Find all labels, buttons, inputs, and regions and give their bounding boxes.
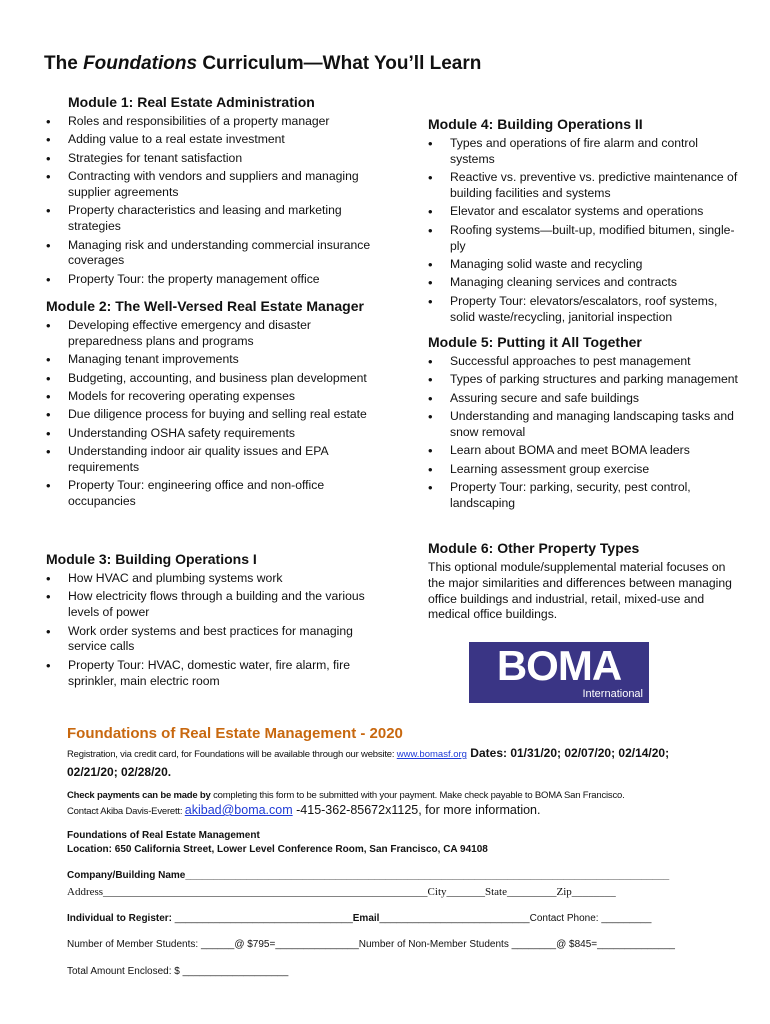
registration-info xyxy=(67,744,717,781)
module-item: • Understanding OSHA safety requirements xyxy=(46,426,376,442)
module-item: • Strategies for tenant satisfaction xyxy=(46,151,376,167)
module-items xyxy=(46,114,376,288)
module-item: • How HVAC and plumbing systems work xyxy=(46,571,376,587)
module-3 xyxy=(46,551,376,692)
contact-phone-field[interactable]: Contact Phone: _________ xyxy=(529,913,652,924)
module-item: • Learn about BOMA and meet BOMA leaders xyxy=(428,443,740,459)
module-6 xyxy=(428,540,740,623)
individual-field[interactable]: ________________________________ xyxy=(172,913,353,924)
module-item: • Managing risk and understanding commercial insurance coverages xyxy=(46,238,376,270)
website-link[interactable]: www.bomasf.org xyxy=(396,749,467,760)
module-title: Module 3: Building Operations I xyxy=(46,551,257,567)
module-item: • Property Tour: parking, security, pest control, landscaping xyxy=(428,480,740,512)
module-item: • Property Tour: engineering office and non-office occupancies xyxy=(46,478,376,510)
module-item: • Managing cleaning services and contracts xyxy=(428,275,740,291)
module-item: • Models for recovering operating expenses xyxy=(46,389,376,405)
module-5 xyxy=(428,334,740,514)
contact-email-link[interactable]: akibad@boma.com xyxy=(184,803,293,817)
module-item: • Budgeting, accounting, and business plan development xyxy=(46,371,376,387)
module-title: Module 1: Real Estate Administration xyxy=(68,94,315,110)
event-title: Foundations of Real Estate Management - 2020 xyxy=(67,725,403,742)
boma-logo xyxy=(469,642,649,703)
contact-phone: -415-362-85672x1125, for more information. xyxy=(292,803,541,817)
registration-text: Registration, via credit card, for Foundations will be available through our website: xyxy=(67,749,397,760)
module-item: • Successful approaches to pest management xyxy=(428,354,740,370)
module-4 xyxy=(428,116,740,328)
module-item: • Property Tour: elevators/escalators, roof systems, solid waste/recycling, janitorial inspection xyxy=(428,294,740,326)
module-item: • Types and operations of fire alarm and control systems xyxy=(428,136,740,168)
check-payment-info xyxy=(67,787,717,819)
module-title: Module 2: The Well-Versed Real Estate Manager xyxy=(46,298,364,314)
course-name: Foundations of Real Estate Management xyxy=(67,830,260,841)
module-item: • Roles and responsibilities of a property manager xyxy=(46,114,376,130)
address-field[interactable]: Address___________________________________________________________City_______State_________Zip________ xyxy=(67,886,616,898)
module-1 xyxy=(46,94,376,290)
module-item: • Types of parking structures and parking management xyxy=(428,372,740,388)
module-item: • Elevator and escalator systems and operations xyxy=(428,204,740,220)
module-items xyxy=(428,136,740,325)
module-item: • Property Tour: the property management office xyxy=(46,272,376,288)
module-item: • Adding value to a real estate investment xyxy=(46,132,376,148)
students-field-row[interactable]: Number of Member Students: ______@ $795=_______________Number of Non-Member Students ________@ $845=______________ xyxy=(67,939,675,950)
module-item: • Understanding indoor air quality issues and EPA requirements xyxy=(46,444,376,476)
module-item: • Property Tour: HVAC, domestic water, fire alarm, fire sprinkler, main electric room xyxy=(46,658,376,690)
title-italic: Foundations xyxy=(83,53,198,74)
dates-line-2: 02/21/20; 02/28/20. xyxy=(67,765,172,779)
module-title: Module 6: Other Property Types xyxy=(428,540,640,556)
module-items xyxy=(428,354,740,512)
module-items xyxy=(46,571,376,689)
dates-line-1: Dates: 01/31/20; 02/07/20; 02/14/20; xyxy=(466,746,670,760)
module-item: • Understanding and managing landscaping tasks and snow removal xyxy=(428,409,740,441)
logo-wordmark: BOMA xyxy=(496,642,622,689)
module-item: • Assuring secure and safe buildings xyxy=(428,391,740,407)
email-field[interactable]: ___________________________ xyxy=(379,913,530,924)
module-item: • Due diligence process for buying and selling real estate xyxy=(46,407,376,423)
module-item: • Managing tenant improvements xyxy=(46,352,376,368)
page-title: The Foundations Curriculum—What You’ll Learn xyxy=(44,53,482,74)
logo-subtitle: International xyxy=(582,688,643,700)
module-description: This optional module/supplemental material focuses on the major similarities and differences between managing office buildings and industrial, retail, mixed-use and medical office buildings. xyxy=(428,560,732,622)
location-block xyxy=(67,829,488,857)
module-item: • Roofing systems—built-up, modified bitumen, single-ply xyxy=(428,223,740,255)
module-title: Module 5: Putting it All Together xyxy=(428,334,642,350)
module-item: • Work order systems and best practices for managing service calls xyxy=(46,624,376,656)
contact-label: Contact Akiba Davis-Everett: xyxy=(67,806,185,817)
company-name-field[interactable]: Company/Building Name_______________________________________________________________________________________ xyxy=(67,870,670,881)
module-item: • Developing effective emergency and disaster preparedness plans and programs xyxy=(46,318,376,350)
module-item: • How electricity flows through a building and the various levels of power xyxy=(46,589,376,621)
module-item: • Reactive vs. preventive vs. predictive maintenance of building facilities and systems xyxy=(428,170,740,202)
individual-label: Individual to Register: xyxy=(67,913,173,924)
module-items xyxy=(46,318,376,510)
individual-register-row xyxy=(67,913,651,924)
email-label: Email xyxy=(352,913,380,924)
module-item: • Learning assessment group exercise xyxy=(428,462,740,478)
module-title: Module 4: Building Operations II xyxy=(428,116,643,132)
total-amount-field[interactable]: Total Amount Enclosed: $ ___________________ xyxy=(67,966,289,977)
module-item: • Property characteristics and leasing and marketing strategies xyxy=(46,203,376,235)
check-label: Check payments can be made by xyxy=(67,790,211,801)
check-text: completing this form to be submitted with your payment. Make check payable to BOMA San Francisco. xyxy=(210,790,625,801)
location-line: Location: 650 California Street, Lower Level Conference Room, San Francisco, CA 94108 xyxy=(67,844,488,855)
module-item: • Managing solid waste and recycling xyxy=(428,257,740,273)
module-2 xyxy=(46,298,376,513)
module-item: • Contracting with vendors and suppliers and managing supplier agreements xyxy=(46,169,376,201)
